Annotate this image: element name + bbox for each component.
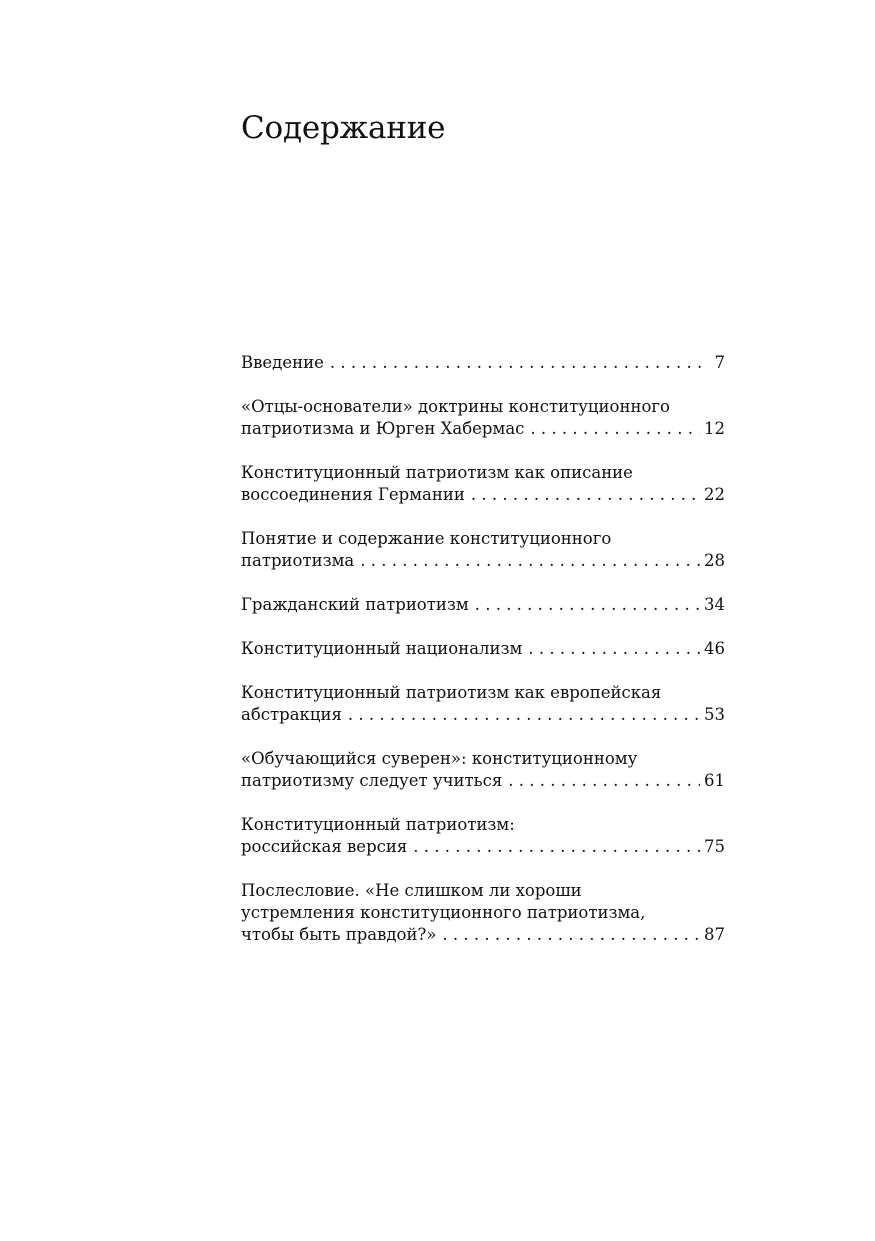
toc-entry[interactable] xyxy=(241,352,725,374)
toc-page-number: 53 xyxy=(704,705,725,724)
toc-page-number: 22 xyxy=(704,485,725,504)
toc-page-number: 7 xyxy=(714,353,725,372)
toc-entry[interactable] xyxy=(241,638,725,660)
toc-entry-title-line: патриотизма и Юрген Хабермас xyxy=(241,419,525,438)
toc-entry[interactable] xyxy=(241,880,725,946)
toc-entry-title-line: патриотизму следует учиться xyxy=(241,771,503,790)
dot-leader xyxy=(528,638,700,660)
toc-entry-title-line: Конституционный патриотизм: xyxy=(241,815,515,834)
toc-entry[interactable] xyxy=(241,748,725,792)
dot-leader xyxy=(360,550,700,572)
toc-entry-last-line xyxy=(241,352,725,374)
toc-entry[interactable] xyxy=(241,682,725,726)
toc-entry-title-line: российская версия xyxy=(241,837,408,856)
toc-page-number: 28 xyxy=(704,551,725,570)
page-title: Содержание xyxy=(241,110,446,146)
toc-entry[interactable] xyxy=(241,462,725,506)
toc-entry-last-line xyxy=(241,418,725,440)
table-of-contents xyxy=(241,352,725,968)
toc-page-number: 46 xyxy=(704,639,725,658)
toc-page-number: 75 xyxy=(704,837,725,856)
dot-leader xyxy=(442,924,700,946)
dot-leader xyxy=(508,770,700,792)
toc-entry-title-line: чтобы быть правдой?» xyxy=(241,925,437,944)
toc-entry-last-line xyxy=(241,594,725,616)
toc-entry-last-line xyxy=(241,770,725,792)
toc-entry[interactable] xyxy=(241,814,725,858)
toc-page-number: 61 xyxy=(704,771,725,790)
toc-entry-title-line: «Отцы-основатели» доктрины конституционного xyxy=(241,397,670,416)
dot-leader xyxy=(530,418,700,440)
toc-entry-title-line: Послесловие. «Не слишком ли хороши xyxy=(241,881,582,900)
toc-entry-title-line: Введение xyxy=(241,353,324,372)
toc-entry-title-line: «Обучающийся суверен»: конституционному xyxy=(241,749,638,768)
dot-leader xyxy=(475,594,700,616)
toc-entry-title-line: абстракция xyxy=(241,705,342,724)
toc-entry-title-line: Понятие и содержание конституционного xyxy=(241,529,612,548)
toc-entry[interactable] xyxy=(241,396,725,440)
toc-entry-last-line xyxy=(241,550,725,572)
toc-entry-last-line xyxy=(241,704,725,726)
toc-entry-title-line: Конституционный патриотизм как описание xyxy=(241,463,633,482)
toc-entry-last-line xyxy=(241,836,725,858)
dot-leader xyxy=(413,836,700,858)
toc-entry-last-line xyxy=(241,638,725,660)
toc-entry-title-line: Конституционный патриотизм как европейская xyxy=(241,683,662,702)
toc-entry-title-line: Гражданский патриотизм xyxy=(241,595,469,614)
toc-page-number: 87 xyxy=(704,925,725,944)
toc-page-number: 12 xyxy=(704,419,725,438)
dot-leader xyxy=(348,704,700,726)
toc-entry[interactable] xyxy=(241,594,725,616)
toc-entry-title-line: патриотизма xyxy=(241,551,355,570)
toc-entry-title-line: воссоединения Германии xyxy=(241,485,465,504)
toc-entry-last-line xyxy=(241,484,725,506)
toc-page-number: 34 xyxy=(704,595,725,614)
toc-entry[interactable] xyxy=(241,528,725,572)
toc-entry-last-line xyxy=(241,924,725,946)
dot-leader xyxy=(471,484,700,506)
toc-entry-title-line: устремления конституционного патриотизма, xyxy=(241,903,646,922)
toc-entry-title-line: Конституционный национализм xyxy=(241,639,523,658)
dot-leader xyxy=(330,352,703,374)
